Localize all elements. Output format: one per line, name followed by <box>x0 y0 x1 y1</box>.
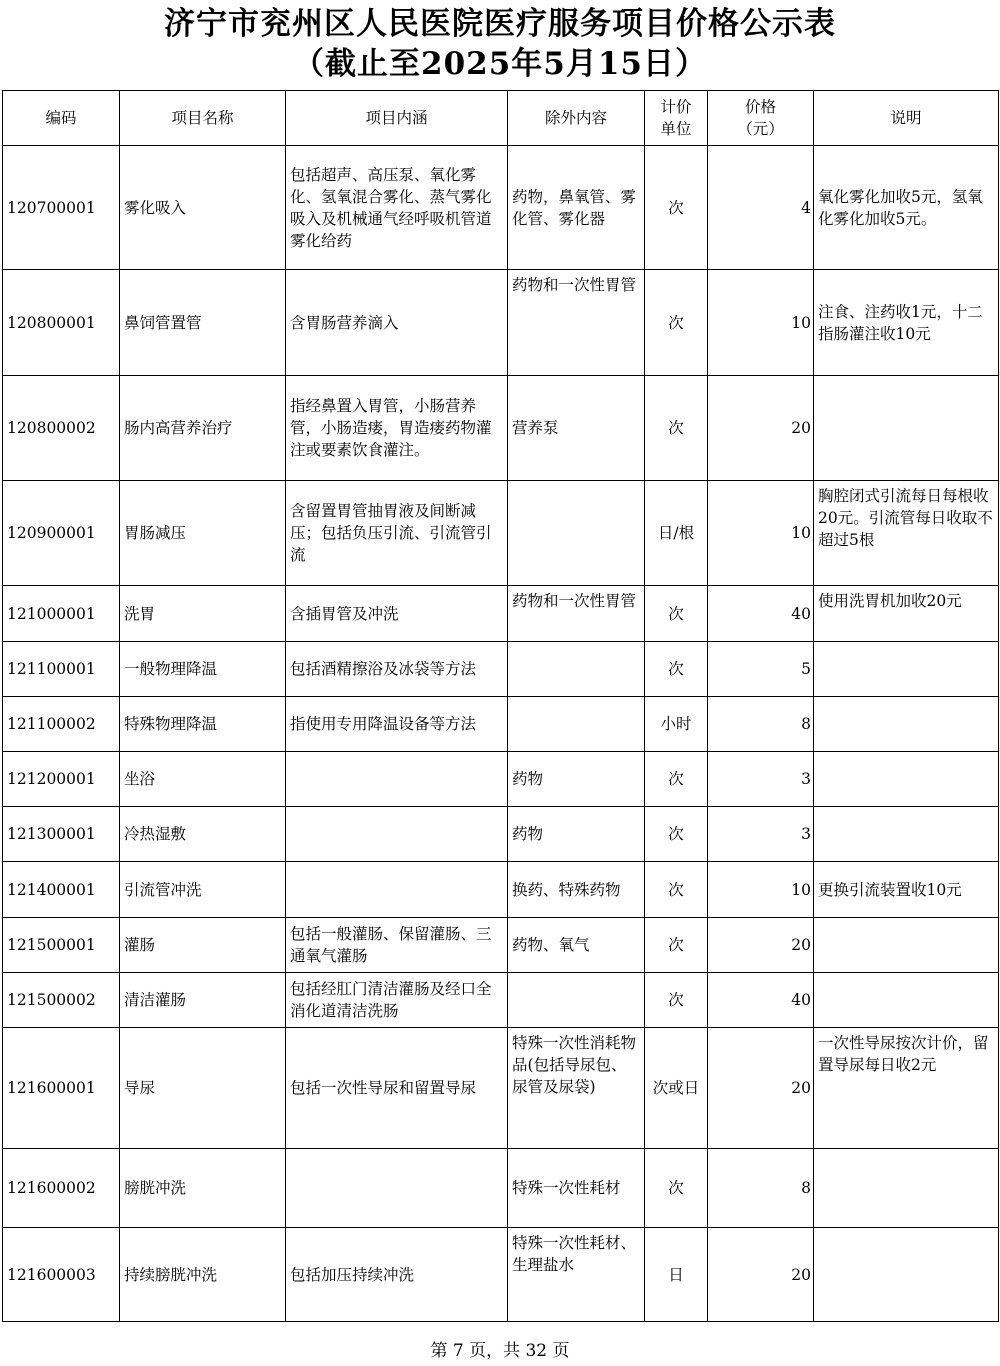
cell-excluded <box>508 642 645 697</box>
cell-note <box>814 752 999 807</box>
table-row <box>3 973 999 1028</box>
price-table <box>2 90 999 1322</box>
cell-unit: 次 <box>645 146 708 270</box>
cell-unit: 次 <box>645 586 708 642</box>
cell-note <box>814 807 999 862</box>
cell-content <box>286 807 508 862</box>
cell-name: 导尿 <box>120 1028 286 1149</box>
cell-name: 持续膀胱冲洗 <box>120 1228 286 1322</box>
table-row <box>3 807 999 862</box>
cell-price: 20 <box>708 1028 814 1149</box>
table-row <box>3 146 999 270</box>
cell-name: 灌肠 <box>120 918 286 973</box>
table-row <box>3 697 999 752</box>
cell-note: 氧化雾化加收5元，氢氧化雾化加收5元。 <box>814 146 999 270</box>
cell-excluded: 特殊一次性消耗物品(包括导尿包、尿管及尿袋) <box>508 1028 645 1149</box>
cell-code: 120800001 <box>3 270 120 376</box>
cell-unit: 次 <box>645 918 708 973</box>
cell-excluded: 特殊一次性耗材、生理盐水 <box>508 1228 645 1322</box>
cell-name: 雾化吸入 <box>120 146 286 270</box>
cell-price: 5 <box>708 642 814 697</box>
cell-excluded: 药物、氧气 <box>508 918 645 973</box>
cell-content: 包括酒精擦浴及冰袋等方法 <box>286 642 508 697</box>
cell-price: 10 <box>708 270 814 376</box>
cell-code: 120800002 <box>3 376 120 481</box>
cell-price: 10 <box>708 862 814 918</box>
cell-name: 冷热湿敷 <box>120 807 286 862</box>
cell-code: 121400001 <box>3 862 120 918</box>
cell-code: 121500001 <box>3 918 120 973</box>
header-code: 编码 <box>3 91 120 146</box>
cell-unit: 次 <box>645 752 708 807</box>
cell-name: 一般物理降温 <box>120 642 286 697</box>
cell-excluded: 药物，鼻氧管、雾化管、雾化器 <box>508 146 645 270</box>
cell-content: 包括超声、高压泵、氧化雾化、氢氧混合雾化、蒸气雾化吸入及机械通气经呼吸机管道雾化给药 <box>286 146 508 270</box>
cell-code: 121300001 <box>3 807 120 862</box>
table-row <box>3 586 999 642</box>
cell-note: 一次性导尿按次计价，留置导尿每日收2元 <box>814 1028 999 1149</box>
table-row <box>3 1028 999 1149</box>
cell-note <box>814 973 999 1028</box>
cell-price: 8 <box>708 697 814 752</box>
cell-name: 肠内高营养治疗 <box>120 376 286 481</box>
cell-price: 20 <box>708 918 814 973</box>
cell-note <box>814 918 999 973</box>
cell-excluded: 营养泵 <box>508 376 645 481</box>
cell-code: 121200001 <box>3 752 120 807</box>
cell-content: 包括经肛门清洁灌肠及经口全消化道清洁洗肠 <box>286 973 508 1028</box>
header-content: 项目内涵 <box>286 91 508 146</box>
cell-note <box>814 1149 999 1228</box>
table-row <box>3 270 999 376</box>
cell-note: 使用洗胃机加收20元 <box>814 586 999 642</box>
cell-name: 坐浴 <box>120 752 286 807</box>
cell-price: 3 <box>708 807 814 862</box>
header-excluded: 除外内容 <box>508 91 645 146</box>
cell-code: 121600003 <box>3 1228 120 1322</box>
cell-name: 引流管冲洗 <box>120 862 286 918</box>
cell-excluded: 药物和一次性胃管 <box>508 586 645 642</box>
cell-content: 含胃肠营养滴入 <box>286 270 508 376</box>
cell-content <box>286 1149 508 1228</box>
cell-name: 鼻饲管置管 <box>120 270 286 376</box>
cell-unit: 小时 <box>645 697 708 752</box>
cell-unit: 次 <box>645 642 708 697</box>
page-title: 济宁市兖州区人民医院医疗服务项目价格公示表 <box>164 6 836 42</box>
table-row <box>3 376 999 481</box>
cell-code: 120900001 <box>3 481 120 586</box>
cell-unit: 次 <box>645 376 708 481</box>
cell-price: 8 <box>708 1149 814 1228</box>
cell-unit: 日 <box>645 1228 708 1322</box>
cell-name: 洗胃 <box>120 586 286 642</box>
table-row <box>3 1149 999 1228</box>
cell-code: 121600002 <box>3 1149 120 1228</box>
cell-note <box>814 376 999 481</box>
table-row <box>3 918 999 973</box>
cell-excluded: 药物 <box>508 807 645 862</box>
cell-excluded <box>508 697 645 752</box>
cell-name: 胃肠减压 <box>120 481 286 586</box>
cell-unit: 次 <box>645 270 708 376</box>
header-name: 项目名称 <box>120 91 286 146</box>
cell-content <box>286 862 508 918</box>
header-note: 说明 <box>814 91 999 146</box>
cell-unit: 次或日 <box>645 1028 708 1149</box>
cell-note: 胸腔闭式引流每日每根收20元。引流管每日收取不超过5根 <box>814 481 999 586</box>
cell-code: 121600001 <box>3 1028 120 1149</box>
cell-price: 10 <box>708 481 814 586</box>
table-row <box>3 862 999 918</box>
cell-price: 20 <box>708 376 814 481</box>
page-number: 第 7 页，共 32 页 <box>430 1341 570 1361</box>
cell-name: 特殊物理降温 <box>120 697 286 752</box>
cell-code: 121100001 <box>3 642 120 697</box>
table-row <box>3 1228 999 1322</box>
page-subtitle-date: （截止至2025年5月15日） <box>293 46 707 82</box>
cell-name: 清洁灌肠 <box>120 973 286 1028</box>
cell-note <box>814 697 999 752</box>
cell-content: 指经鼻置入胃管，小肠营养管，小肠造瘘，胃造瘘药物灌注或要素饮食灌注。 <box>286 376 508 481</box>
cell-content <box>286 752 508 807</box>
cell-note <box>814 1228 999 1322</box>
cell-unit: 次 <box>645 1149 708 1228</box>
cell-price: 3 <box>708 752 814 807</box>
table-row <box>3 642 999 697</box>
cell-unit: 日/根 <box>645 481 708 586</box>
cell-note: 更换引流装置收10元 <box>814 862 999 918</box>
cell-price: 40 <box>708 973 814 1028</box>
cell-excluded <box>508 481 645 586</box>
table-header-row <box>3 91 999 146</box>
cell-content: 包括一次性导尿和留置导尿 <box>286 1028 508 1149</box>
cell-price: 20 <box>708 1228 814 1322</box>
cell-excluded <box>508 973 645 1028</box>
cell-price: 4 <box>708 146 814 270</box>
cell-content: 含插胃管及冲洗 <box>286 586 508 642</box>
cell-excluded: 药物和一次性胃管 <box>508 270 645 376</box>
cell-code: 121500002 <box>3 973 120 1028</box>
cell-content: 包括加压持续冲洗 <box>286 1228 508 1322</box>
cell-code: 121100002 <box>3 697 120 752</box>
cell-note: 注食、注药收1元，十二指肠灌注收10元 <box>814 270 999 376</box>
cell-unit: 次 <box>645 973 708 1028</box>
cell-code: 120700001 <box>3 146 120 270</box>
cell-unit: 次 <box>645 862 708 918</box>
table-row <box>3 481 999 586</box>
cell-content: 指使用专用降温设备等方法 <box>286 697 508 752</box>
table-row <box>3 752 999 807</box>
header-price: 价格 （元） <box>708 91 814 146</box>
cell-excluded: 换药、特殊药物 <box>508 862 645 918</box>
cell-note <box>814 642 999 697</box>
cell-code: 121000001 <box>3 586 120 642</box>
cell-content: 包括一般灌肠、保留灌肠、三通氧气灌肠 <box>286 918 508 973</box>
header-unit: 计价 单位 <box>645 91 708 146</box>
cell-excluded: 特殊一次性耗材 <box>508 1149 645 1228</box>
cell-price: 40 <box>708 586 814 642</box>
cell-unit: 次 <box>645 807 708 862</box>
cell-name: 膀胱冲洗 <box>120 1149 286 1228</box>
cell-excluded: 药物 <box>508 752 645 807</box>
cell-content: 含留置胃管抽胃液及间断减压；包括负压引流、引流管引流 <box>286 481 508 586</box>
